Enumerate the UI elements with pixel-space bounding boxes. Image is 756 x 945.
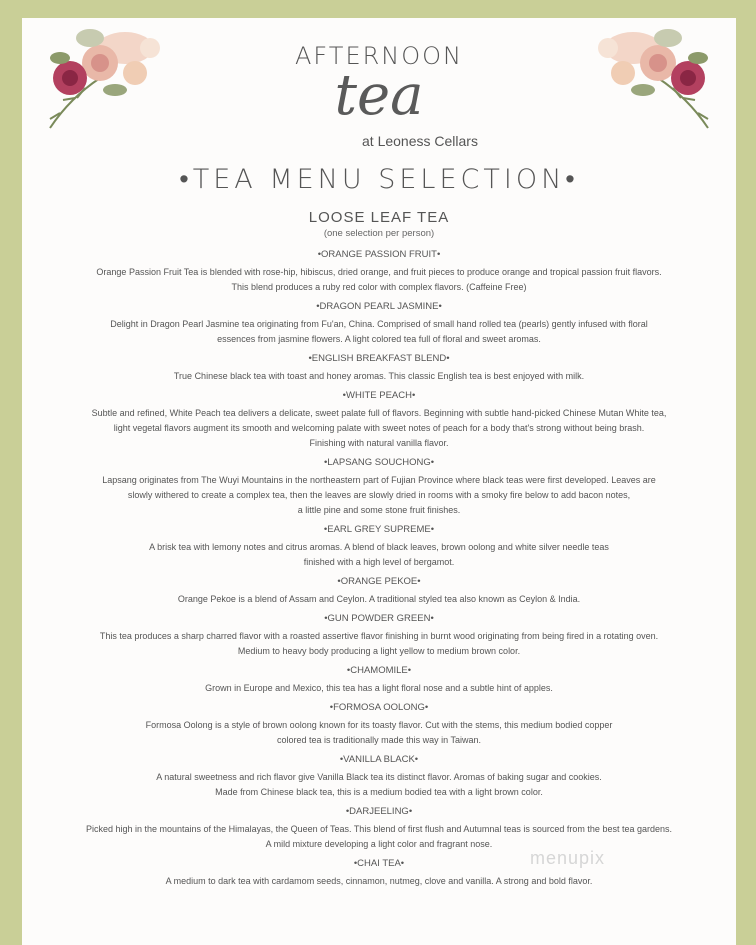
tea-item — [22, 664, 736, 696]
tea-item — [22, 523, 736, 570]
tea-item — [22, 701, 736, 748]
tea-description-line: Made from Chinese black tea, this is a medium bodied tea with a light brown color. — [215, 787, 543, 797]
tea-name: •DRAGON PEARL JASMINE• — [316, 301, 442, 312]
tea-description-line: finished with a high level of bergamot. — [303, 557, 455, 567]
tea-description-line: Formosa Oolong is a style of brown oolong known for its toasty flavor. Cut with the stems, this medium bodied copper — [145, 720, 613, 730]
tea-description — [22, 874, 736, 889]
tea-name: •ORANGE PASSION FRUIT• — [317, 249, 441, 260]
tea-description-line: A brisk tea with lemony notes and citrus aromas. A blend of black leaves, brown oolong and white silver needle teas — [149, 542, 609, 552]
tea-item — [22, 575, 736, 607]
tea-description-line: Orange Pekoe is a blend of Assam and Ceylon. A traditional styled tea also known as Ceylon & India. — [177, 594, 581, 604]
header-venue: at Leoness Cellars — [362, 133, 478, 149]
tea-item — [22, 456, 736, 518]
section-title: LOOSE LEAF TEA — [308, 209, 450, 226]
tea-description-line: Finishing with natural vanilla flavor. — [309, 438, 449, 448]
tea-description-line: a little pine and some stone fruit finishes. — [297, 505, 461, 515]
tea-name: •FORMOSA OOLONG• — [329, 702, 429, 713]
tea-description — [22, 406, 736, 451]
tea-name: •LAPSANG SOUCHONG• — [323, 457, 435, 468]
tea-description-line: essences from jasmine flowers. A light colored tea full of floral and sweet aromas. — [217, 334, 541, 344]
tea-item — [22, 352, 736, 384]
tea-description-line: Orange Passion Fruit Tea is blended with rose-hip, hibiscus, dried orange, and fruit pieces to produce orange and tropical passion fruit flavors. — [96, 267, 662, 277]
tea-name: •ENGLISH BREAKFAST BLEND• — [308, 353, 450, 364]
section-subtitle: (one selection per person) — [323, 228, 435, 239]
tea-description-line: A medium to dark tea with cardamom seeds, cinnamon, nutmeg, clove and vanilla. A strong and bold flavor. — [165, 876, 593, 886]
tea-description-line: colored tea is traditionally made this way in Taiwan. — [277, 735, 481, 745]
tea-description — [22, 369, 736, 384]
tea-description — [22, 718, 736, 748]
tea-description-line: light vegetal flavors augment its smooth and welcoming palate with sweet notes of peach for a body that's strong without being brash. — [113, 423, 645, 433]
tea-name: •GUN POWDER GREEN• — [324, 613, 434, 624]
tea-description-line: A mild mixture developing a light color and fragrant nose. — [265, 839, 493, 849]
tea-description — [22, 592, 736, 607]
tea-list — [22, 248, 736, 894]
tea-description — [22, 473, 736, 518]
tea-description — [22, 681, 736, 696]
tea-name: •CHAI TEA• — [353, 858, 405, 869]
tea-item — [22, 857, 736, 889]
tea-description — [22, 629, 736, 659]
tea-description-line: Medium to heavy body producing a light yellow to medium brown color. — [237, 646, 521, 656]
tea-description-line: Grown in Europe and Mexico, this tea has a light floral nose and a subtle hint of apples. — [205, 683, 553, 693]
tea-name: •EARL GREY SUPREME• — [323, 524, 435, 535]
tea-name: •CHAMOMILE• — [346, 665, 412, 676]
tea-item — [22, 300, 736, 347]
tea-description-line: This tea produces a sharp charred flavor with a roasted assertive flavor finishing in burnt wood originating from being fired in a rotating oven. — [99, 631, 659, 641]
tea-description-line: This blend produces a ruby red color with complex flavors. (Caffeine Free) — [231, 282, 527, 292]
tea-item — [22, 612, 736, 659]
tea-description-line: Lapsang originates from The Wuyi Mountains in the northeastern part of Fujian Province where black teas were first developed. Leaves are — [102, 475, 656, 485]
tea-description — [22, 317, 736, 347]
tea-item — [22, 805, 736, 852]
header-afternoon: AFTERNOON — [295, 42, 463, 70]
tea-description-line: slowly withered to create a complex tea, then the leaves are slowly dried in rooms with a smoky fire below to add bacon notes, — [127, 490, 631, 500]
tea-name: •VANILLA BLACK• — [339, 754, 419, 765]
tea-description-line: True Chinese black tea with toast and honey aromas. This classic English tea is best enjoyed with milk. — [173, 371, 585, 381]
tea-item — [22, 389, 736, 451]
tea-description — [22, 540, 736, 570]
watermark: menupix — [530, 848, 606, 868]
tea-description-line: A natural sweetness and rich flavor give Vanilla Black tea its distinct flavor. Aromas of baking sugar and cookies. — [156, 772, 602, 782]
tea-item — [22, 248, 736, 295]
menu-title: •TEA MENU SELECTION• — [179, 164, 579, 195]
tea-description-line: Subtle and refined, White Peach tea delivers a delicate, sweet palate full of flavors. Beginning with subtle hand-picked Chinese Mutan White tea, — [91, 408, 667, 418]
tea-item — [22, 753, 736, 800]
tea-name: •WHITE PEACH• — [342, 390, 416, 401]
tea-description — [22, 822, 736, 852]
menu-page — [22, 18, 736, 945]
tea-description — [22, 265, 736, 295]
tea-description — [22, 770, 736, 800]
tea-name: •ORANGE PEKOE• — [337, 576, 421, 587]
header-tea-script: tea — [334, 63, 424, 128]
tea-description-line: Picked high in the mountains of the Himalayas, the Queen of Teas. This blend of first flush and Autumnal teas is sourced from the best tea gardens. — [85, 824, 672, 834]
tea-name: •DARJEELING• — [345, 806, 413, 817]
tea-description-line: Delight in Dragon Pearl Jasmine tea originating from Fu'an, China. Comprised of small hand rolled tea (pearls) gently infused with floral — [110, 319, 648, 329]
